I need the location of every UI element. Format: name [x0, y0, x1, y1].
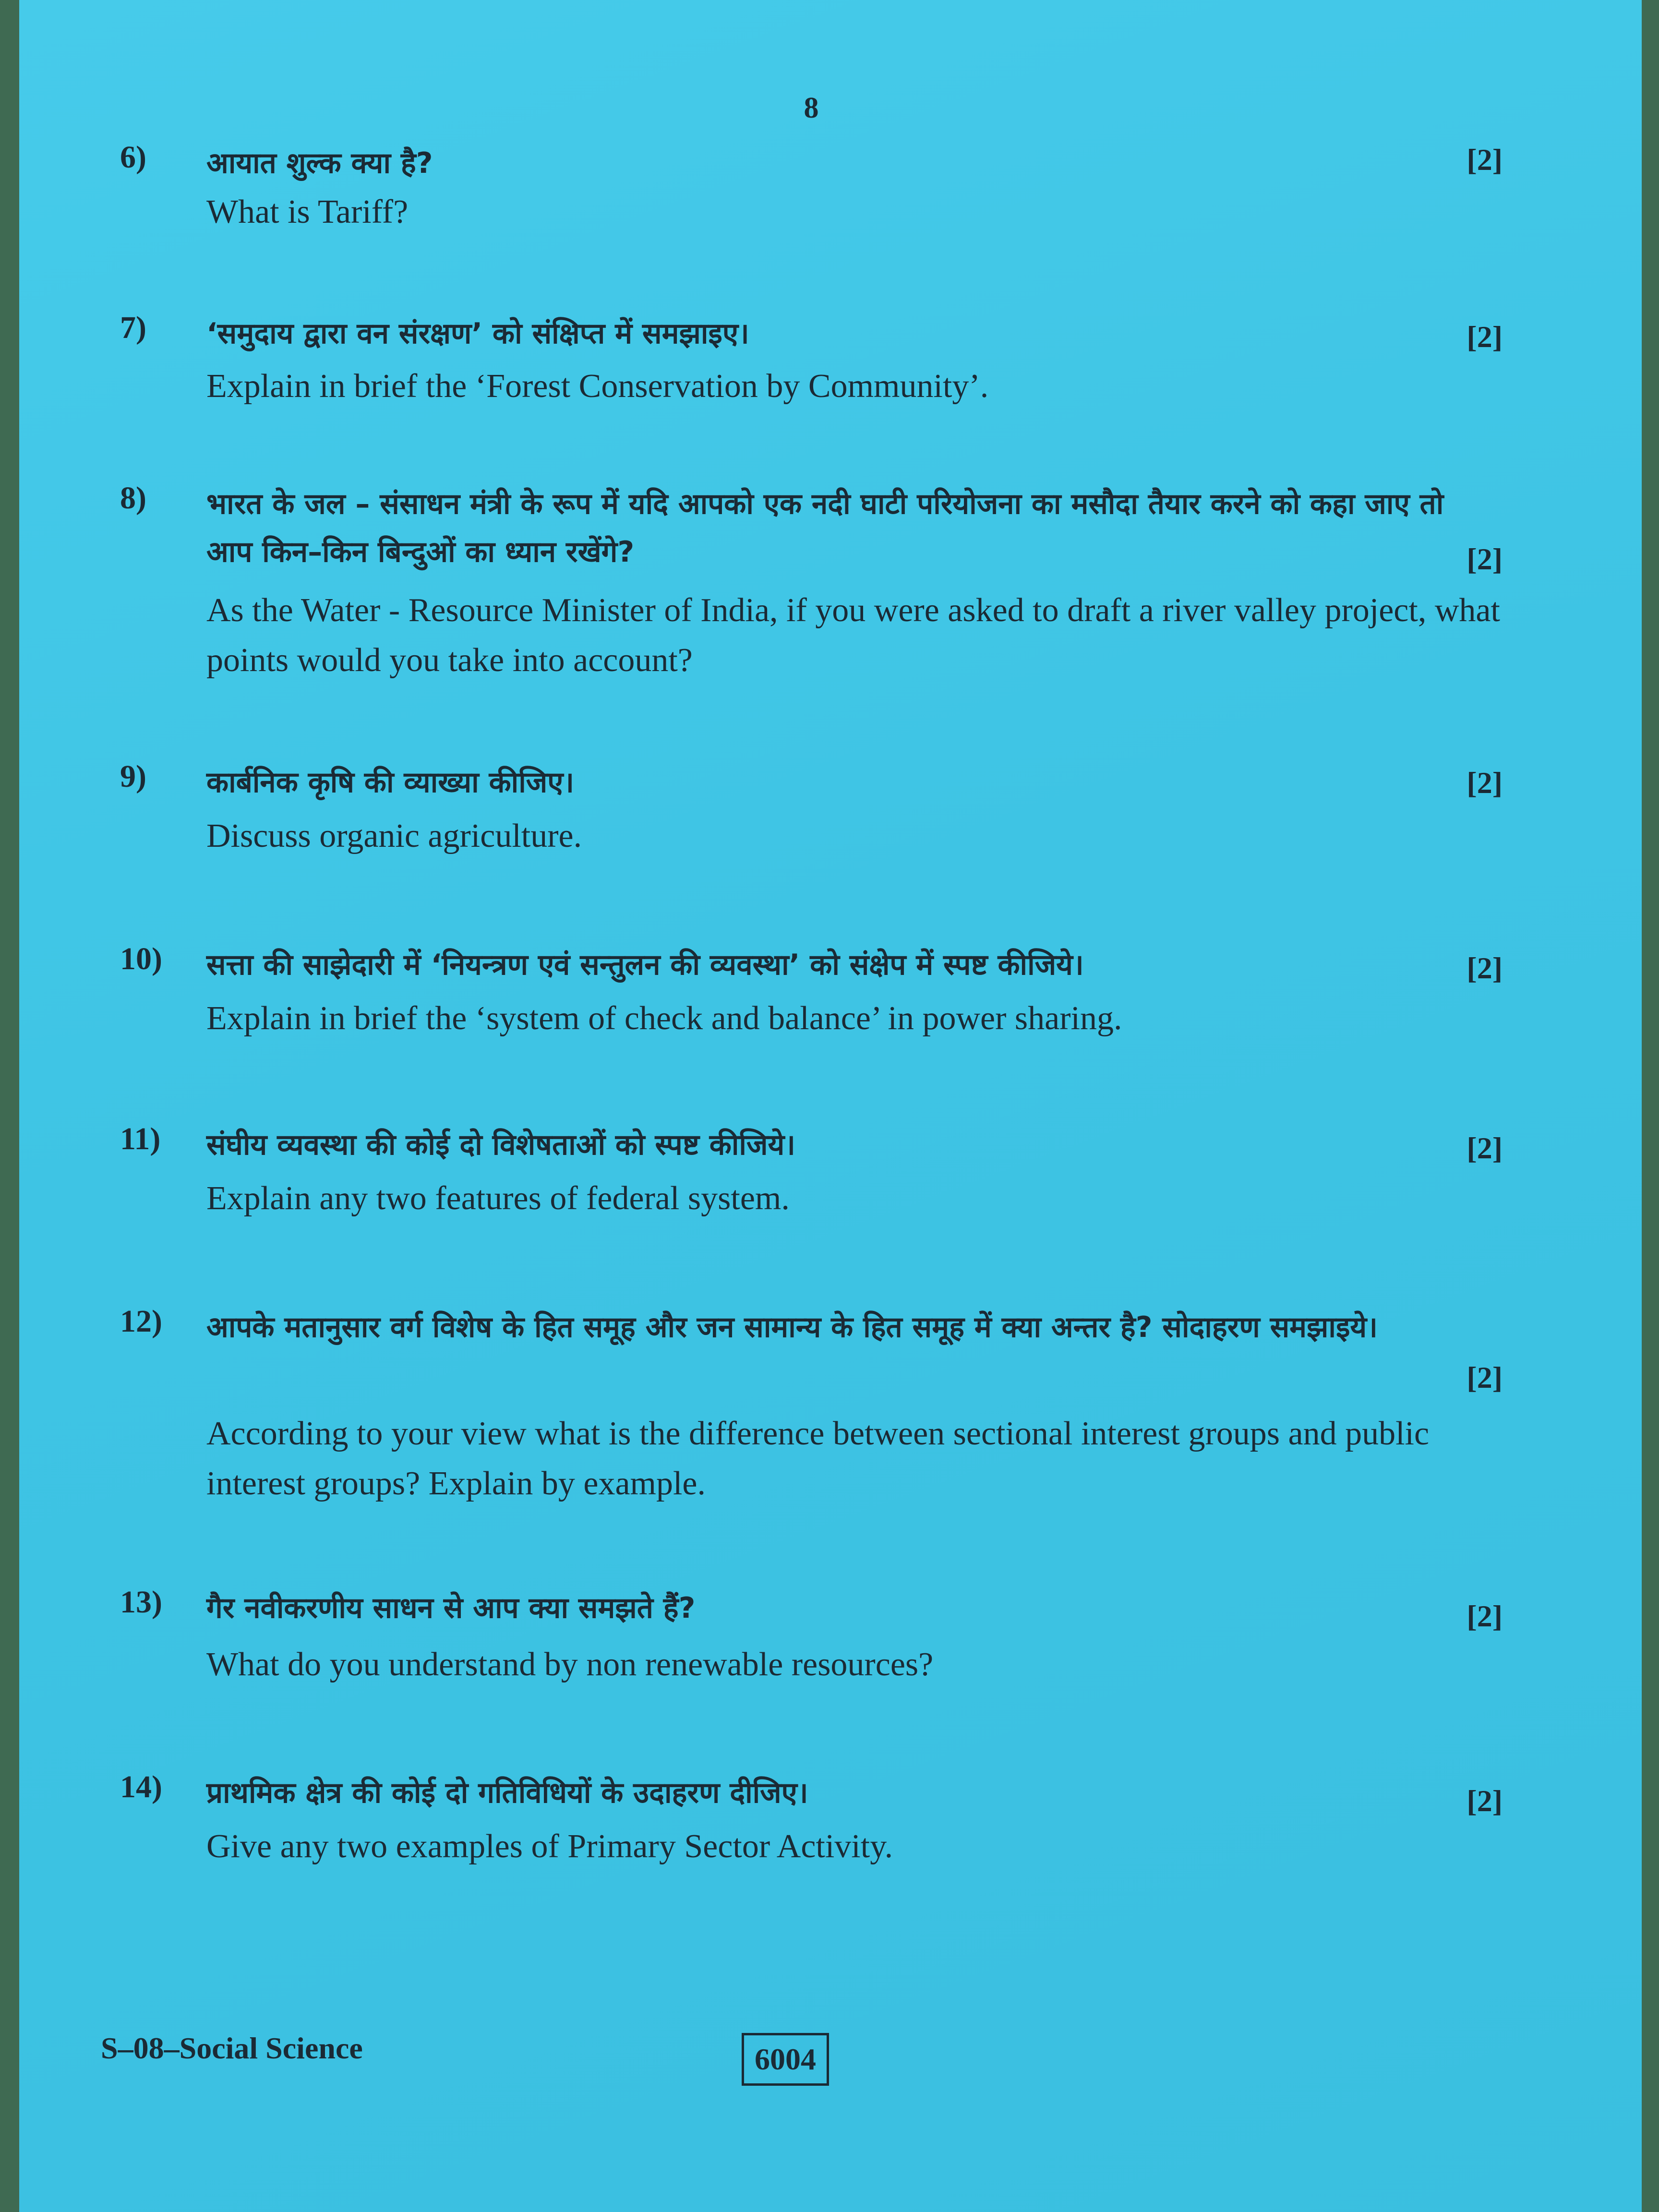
question-text-hindi: आयात शुल्क क्या है?: [206, 146, 433, 180]
question-text-english: What is Tariff?: [206, 193, 409, 230]
question-marks: [2]: [1467, 1599, 1503, 1633]
question-text-hindi: ‘समुदाय द्वारा वन संरक्षण’ को संक्षिप्त में समझाइए।: [206, 317, 749, 350]
question-number: 8): [120, 481, 146, 516]
question-text-hindi: संघीय व्यवस्था की कोई दो विशेषताओं को स्पष्ट कीजिये।: [206, 1128, 796, 1162]
footer-paper-code: 6004: [742, 2033, 829, 2086]
question-text-english: Explain in brief the ‘system of check and balance’ in power sharing.: [206, 1000, 1122, 1037]
page-number: 8: [804, 92, 819, 124]
question-number: 10): [120, 941, 162, 976]
question-text-hindi: कार्बनिक कृषि की व्याख्या कीजिए।: [206, 766, 575, 799]
question-marks: [2]: [1467, 143, 1503, 177]
question-12: [120, 1303, 1503, 1519]
question-14: [120, 1769, 1503, 1884]
question-number: 12): [120, 1304, 162, 1339]
question-text-english: As the Water - Resource Minister of India, if you were asked to draft a river valley project, what points would you take into account?: [206, 592, 1500, 679]
question-marks: [2]: [1467, 542, 1503, 576]
question-11: [120, 1121, 1503, 1236]
question-7: [120, 310, 1503, 420]
question-number: 11): [120, 1121, 161, 1156]
question-number: 9): [120, 759, 146, 794]
question-9: [120, 758, 1503, 874]
question-marks: [2]: [1467, 766, 1503, 800]
question-text-english: Give any two examples of Primary Sector Activity.: [206, 1828, 893, 1865]
question-number: 13): [120, 1585, 162, 1620]
question-text-hindi: भारत के जल – संसाधन मंत्री के रूप में यदि आपको एक नदी घाटी परियोजना का मसौदा तैयार करने को कहा जाए तो आप किन–किन बिन्दुओं का ध्यान रखेंगे?: [206, 487, 1444, 569]
question-10: [120, 941, 1503, 1056]
question-number: 14): [120, 1769, 162, 1804]
footer-subject-code: S–08–Social Science: [101, 2031, 363, 2065]
question-marks: [2]: [1467, 951, 1503, 985]
question-marks: [2]: [1467, 1131, 1503, 1165]
question-marks: [2]: [1467, 320, 1503, 354]
question-text-english: Explain in brief the ‘Forest Conservation by Community’.: [206, 368, 989, 405]
question-6: [120, 139, 1503, 254]
question-text-english: According to your view what is the difference between sectional interest groups and public interest groups? Explain by example.: [206, 1415, 1430, 1502]
question-text-hindi: आपके मतानुसार वर्ग विशेष के हित समूह और जन सामान्य के हित समूह में क्या अन्तर है? सोदाहरण समझाइये।: [206, 1310, 1378, 1344]
exam-paper-page: [19, 0, 1642, 2212]
question-8: [120, 480, 1503, 691]
question-text-english: What do you understand by non renewable resources?: [206, 1646, 934, 1683]
question-text-hindi: गैर नवीकरणीय साधन से आप क्या समझते हैं?: [206, 1591, 696, 1625]
question-text-hindi: सत्ता की साझेदारी में ‘नियन्त्रण एवं सन्तुलन की व्यवस्था’ को संक्षेप में स्पष्ट कीजिये।: [206, 948, 1084, 982]
question-number: 6): [120, 140, 146, 175]
question-marks: [2]: [1467, 1784, 1503, 1818]
question-text-english: Discuss organic agriculture.: [206, 817, 582, 854]
question-13: [120, 1584, 1503, 1699]
question-number: 7): [120, 310, 146, 345]
question-text-hindi: प्राथमिक क्षेत्र की कोई दो गतिविधियों के उदाहरण दीजिए।: [206, 1776, 808, 1810]
question-marks: [2]: [1467, 1360, 1503, 1395]
question-text-english: Explain any two features of federal system.: [206, 1180, 790, 1217]
